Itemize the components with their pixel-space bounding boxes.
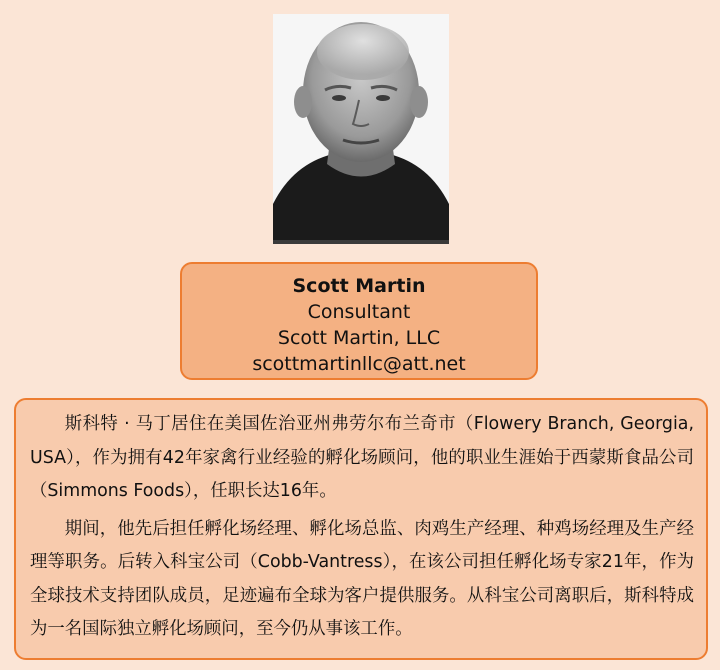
company-name: Scott Martin, LLC [277, 327, 441, 349]
portrait-image [273, 14, 449, 244]
person-title: Consultant [307, 301, 411, 323]
person-name: Scott Martin [292, 275, 426, 297]
email-address[interactable]: scottmartinllc@att.net [252, 353, 466, 375]
contact-card [180, 262, 538, 380]
profile-photo [273, 14, 449, 244]
bio-paragraph: 期间，他先后担任孵化场经理、孵化场总监、肉鸡生产经理、种鸡场经理及生产经理等职务。后转入科宝公司（Cobb-Vantress），在该公司担任孵化场专家21年，作为全球技术支持团队成员，足迹遍布全球为客户提供服务。从科宝公司离职后，斯科特成为一名国际独立孵化场顾问，至今仍从事该工作。 [30, 518, 694, 639]
bio-paragraph: 斯科特 · 马丁居住在美国佐治亚州弗劳尔布兰奇市（Flowery Branch, Georgia, USA），作为拥有42年家禽行业经验的孵化场顾问，他的职业生涯始于西蒙斯食品公司（Simmons Foods），任职长达16年。 [30, 414, 694, 501]
biography-box [14, 398, 708, 660]
